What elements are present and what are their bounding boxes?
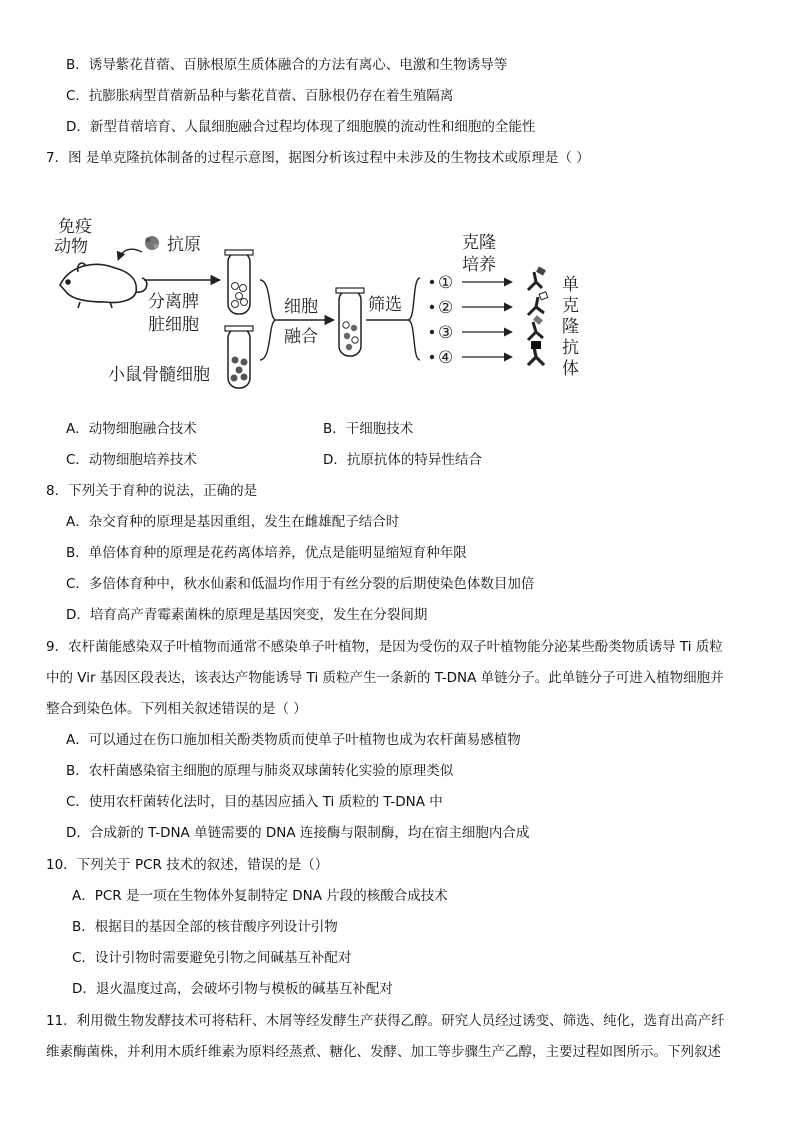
q9-option-a: A．可以通过在伤口施加相关酚类物质而使单子叶植物也成为农杆菌易感植物	[66, 732, 521, 748]
screening-label: 筛选	[368, 295, 402, 315]
q8-option-b: B．单倍体育种的原理是花药离体培养，优点是能明显缩短育种年限	[66, 545, 467, 561]
mab-label-4: 抗	[562, 338, 579, 358]
q10-option-d: D．退火温度过高，会破坏引物与模板的碱基互补配对	[72, 981, 393, 997]
fusion-label-2: 融合	[284, 327, 318, 347]
q8-option-c: C．多倍体育种中，秋水仙素和低温均作用于有丝分裂的后期使染色体数目加倍	[66, 576, 535, 592]
q7-stem: 7．图 是单克隆抗体制备的过程示意图，据图分析该过程中未涉及的生物技术或原理是（ ）	[46, 150, 590, 166]
q7-option-d: D．抗原抗体的特异性结合	[323, 452, 482, 468]
clone-row-4	[430, 341, 544, 368]
spleen-label-1: 分离脾	[148, 292, 199, 312]
myeloma-label: 小鼠骨髓细胞	[108, 365, 210, 385]
mab-label-2: 克	[562, 296, 579, 316]
antibody-icon-3	[528, 315, 543, 340]
q6-option-b: B．诱导紫花苜蓿、百脉根原生质体融合的方法有离心、电激和生物诱导等	[66, 57, 508, 73]
clone-number-1: ①	[438, 273, 454, 293]
q7-option-a: A．动物细胞融合技术	[66, 421, 197, 437]
antigen-label: 抗原	[167, 235, 201, 255]
q9-option-c: C．使用农杆菌转化法时，目的基因应插入 Ti 质粒的 T-DNA 中	[66, 794, 443, 810]
q9-option-b: B．农杆菌感染宿主细胞的原理与肺炎双球菌转化实验的原理类似	[66, 763, 454, 779]
mab-label-3: 隆	[562, 317, 579, 337]
q7-option-b: B．干细胞技术	[323, 421, 414, 437]
clone-number-3: ③	[438, 323, 454, 343]
screening-brace	[408, 278, 420, 360]
clone-number-2: ②	[438, 298, 454, 318]
mab-label-1: 单	[562, 275, 579, 295]
q8-option-d: D．培育高产青霉素菌株的原理是基因突变，发生在分裂间期	[66, 607, 428, 623]
q11-stem-line-2: 维素酶菌株，并利用木质纤维素为原料经蒸煮、糖化、发酵、加工等步骤生产乙醇，主要过程如图所示。下列叙述	[46, 1044, 721, 1060]
spleen-cell-tube	[225, 250, 253, 314]
q8-stem: 8．下列关于育种的说法，正确的是	[46, 483, 258, 499]
fusion-label-1: 细胞	[284, 297, 318, 317]
antigen-icon	[145, 236, 159, 250]
q9-option-d: D．合成新的 T-DNA 单链需要的 DNA 连接酶与限制酶，均在宿主细胞内合成	[66, 825, 530, 841]
clone-row-2	[430, 292, 548, 318]
clone-culture-label-2: 培养	[462, 255, 496, 275]
mab-label-5: 体	[562, 359, 579, 379]
q8-option-a: A．杂交育种的原理是基因重组，发生在雌雄配子结合时	[66, 514, 400, 530]
q10-option-b: B．根据目的基因全部的核苷酸序列设计引物	[72, 919, 338, 935]
clone-number-4: ④	[438, 348, 454, 368]
q7-option-c: C．动物细胞培养技术	[66, 452, 197, 468]
q10-option-c: C．设计引物时需要避免引物之间碱基互补配对	[72, 950, 352, 966]
q9-stem-line-3: 整合到染色体。下列相关叙述错误的是（ ）	[46, 701, 307, 717]
antigen-injection-arrow	[118, 249, 142, 260]
hybrid-cell-tube	[336, 288, 364, 356]
q9-stem-line-2: 中的 Vir 基因区段表达，该表达产物能诱导 Ti 质粒产生一条新的 T-DNA 单链分子。此单链分子可进入植物细胞并	[46, 670, 724, 686]
immune-animal-label-1: 免疫	[58, 217, 92, 237]
clone-culture-label-1: 克隆	[462, 233, 496, 253]
monoclonal-antibody-diagram	[50, 210, 590, 390]
mouse-illustration	[60, 263, 147, 308]
q10-option-a: A．PCR 是一项在生物体外复制特定 DNA 片段的核酸合成技术	[72, 888, 448, 904]
q9-stem-line-1: 9．农杆菌能感染双子叶植物而通常不感染单子叶植物，是因为受伤的双子叶植物能分泌某些酚类物质诱导 Ti 质粒	[46, 639, 723, 655]
myeloma-cell-tube	[225, 326, 253, 388]
antibody-icon-1	[528, 266, 546, 290]
spleen-label-2: 脏细胞	[148, 315, 199, 335]
q6-option-c: C．抗膨胀病型苜蓿新品种与紫花苜蓿、百脉根仍存在着生殖隔离	[66, 88, 454, 104]
antibody-icon-4	[528, 341, 544, 365]
immune-animal-label-2: 动物	[54, 237, 88, 257]
fusion-brace	[260, 280, 276, 360]
q6-option-d: D．新型苜蓿培育、人鼠细胞融合过程均体现了细胞膜的流动性和细胞的全能性	[66, 119, 536, 135]
q11-stem-line-1: 11．利用微生物发酵技术可将秸秆、木屑等经发酵生产获得乙醇。研究人员经过诱变、筛选、纯化，选育出高产纤	[46, 1013, 725, 1029]
clone-row-3	[430, 315, 543, 343]
q10-stem: 10．下列关于 PCR 技术的叙述，错误的是（）	[46, 857, 329, 873]
antibody-icon-2	[528, 292, 548, 315]
